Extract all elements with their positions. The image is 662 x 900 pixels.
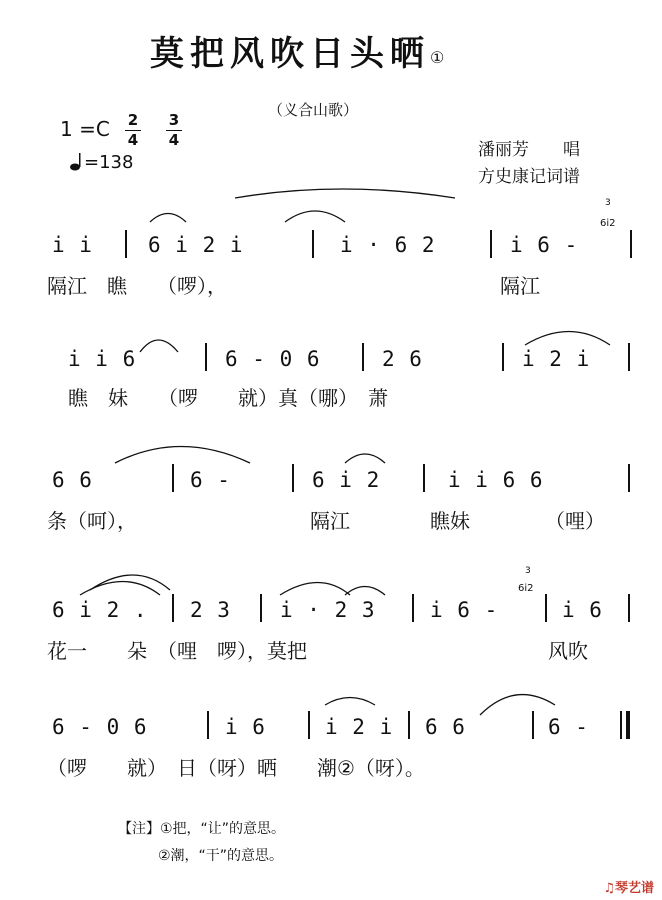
grace-notes: 6i2: [600, 218, 616, 229]
lyrics-line-1-a: 隔江 瞧 （啰），: [47, 274, 227, 298]
barline: [172, 594, 174, 622]
lyrics-line-5: （啰 就） 日（呀）晒 潮②（呀）。: [47, 756, 425, 780]
footnote-1: 【注】①把，“让”的意思。: [118, 821, 286, 837]
final-barline-thick: [626, 711, 630, 739]
notes-line-1-measure-3: i · 6 2: [340, 233, 436, 257]
lyrics-line-1-b: 隔江: [500, 274, 540, 298]
notes-line-5-measure-3: i 2 i: [325, 715, 394, 739]
notes-line-2-measure-2: 6 - 0 6: [225, 347, 321, 371]
notes-line-4-measure-3: i · 2 3: [280, 598, 376, 622]
notes-line-3-measure-4: i i 6 6: [448, 468, 544, 492]
notes-line-5-measure-2: i 6: [225, 715, 266, 739]
notes-line-3-measure-2: 6 -: [190, 468, 231, 492]
notes-line-3-measure-3: 6 i 2: [312, 468, 381, 492]
key-signature: 1 =C: [60, 117, 110, 141]
notes-line-1-measure-2: 6 i 2 i: [148, 233, 244, 257]
notes-line-2-measure-1: i i 6: [68, 347, 137, 371]
barline: [125, 230, 127, 258]
notes-line-5-measure-5: 6 -: [548, 715, 589, 739]
subtitle: （义合山歌）: [268, 101, 359, 119]
notes-line-4-measure-4: i 6 -: [430, 598, 499, 622]
notes-line-5-measure-1: 6 - 0 6: [52, 715, 148, 739]
barline: [408, 711, 410, 739]
footnote-2: ②潮，“干”的意思。: [158, 848, 284, 864]
final-barline-thin: [620, 711, 622, 739]
lyrics-line-4-a: 花一 朵 （哩 啰），莫把: [47, 639, 307, 663]
barline: [412, 594, 414, 622]
time-signature-2-4: 2 4: [125, 112, 141, 149]
barline: [628, 343, 630, 371]
notes-line-5-measure-4: 6 6: [425, 715, 466, 739]
notes-line-4-measure-2: 2 3: [190, 598, 231, 622]
notes-line-1-measure-1: i i: [52, 233, 93, 257]
lyrics-line-3-d: （哩）: [545, 509, 605, 533]
barline: [207, 711, 209, 739]
title-footnote-mark: ①: [430, 48, 445, 67]
notes-line-2-measure-4: i 2 i: [522, 347, 591, 371]
barline: [423, 464, 425, 492]
transcriber-credit: 方史康记词谱: [478, 167, 580, 187]
lyrics-line-4-b: 风吹: [548, 639, 588, 663]
notes-line-1-measure-4: i 6 -: [510, 233, 579, 257]
barline: [312, 230, 314, 258]
lyrics-line-3-c: 瞧妹: [430, 509, 470, 533]
barline: [545, 594, 547, 622]
barline: [205, 343, 207, 371]
barline: [628, 464, 630, 492]
barline: [292, 464, 294, 492]
song-title: 莫把风吹日头晒①: [150, 34, 445, 74]
barline: [362, 343, 364, 371]
time-signature-3-4: 3 4: [166, 112, 182, 149]
grace-notes: 6i2: [518, 583, 534, 594]
music-logo-icon: ♫: [603, 881, 615, 896]
grace-notes-small: 3: [605, 198, 611, 208]
lyrics-line-2: 瞧 妹 （啰 就）真（哪） 萧: [68, 386, 388, 410]
barline: [172, 464, 174, 492]
tempo-marking: =138: [70, 152, 133, 173]
barline: [260, 594, 262, 622]
watermark-logo: ♫琴艺谱: [603, 881, 654, 896]
barline: [502, 343, 504, 371]
barline: [532, 711, 534, 739]
notes-line-4-measure-1: 6 i 2 .: [52, 598, 148, 622]
barline: [628, 594, 630, 622]
notes-line-4-measure-5: i 6: [562, 598, 603, 622]
notes-line-3-measure-1: 6 6: [52, 468, 93, 492]
singer-credit: 潘丽芳 唱: [478, 140, 580, 160]
barline: [490, 230, 492, 258]
grace-notes-small: 3: [525, 566, 531, 576]
barline: [308, 711, 310, 739]
barline: [630, 230, 632, 258]
lyrics-line-3-b: 隔江: [310, 509, 350, 533]
lyrics-line-3-a: 条（呵），: [47, 509, 137, 533]
notes-line-2-measure-3: 2 6: [382, 347, 423, 371]
